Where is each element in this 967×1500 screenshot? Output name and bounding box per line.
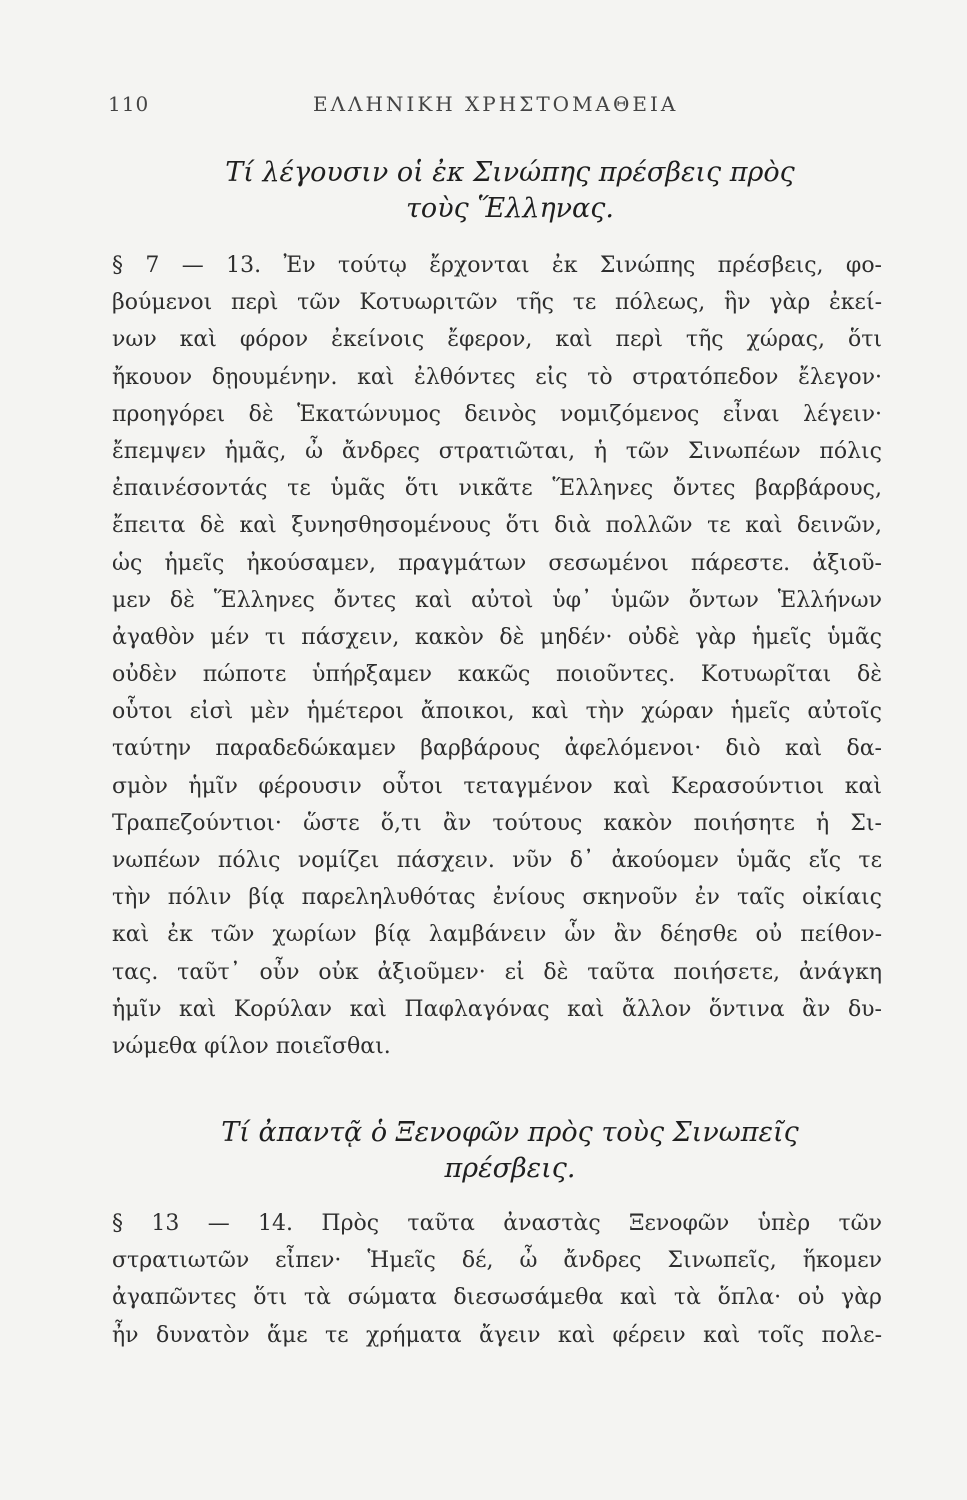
heading-line: πρέσβεις. bbox=[444, 1153, 576, 1184]
text-line: § 7 — 13. Ἐν τούτῳ ἔρχονται ἐκ Σινώπης πρέσβεις, φο- bbox=[112, 253, 882, 278]
page-header bbox=[108, 92, 888, 128]
running-title: ΕΛΛΗΝΙΚΗ ΧΡΗΣΤΟΜΑΘΕΙΑ bbox=[313, 92, 679, 116]
text-line: ἀγαπῶντες ὅτι τὰ σώματα διεσωσάμεθα καὶ τὰ ὅπλα· οὐ γὰρ bbox=[112, 1285, 882, 1311]
section-heading-1 bbox=[120, 155, 900, 227]
text-line: οὗτοι εἰσὶ μὲν ἡμέτεροι ἄποικοι, καὶ τὴν χώραν ἡμεῖς αὐτοῖς bbox=[112, 699, 882, 725]
text-line: ἐπαινέσοντάς τε ὑμᾶς ὅτι νικᾶτε Ἕλληνες ὄντες βαρβάρους, bbox=[112, 476, 882, 502]
text-line: σμὸν ἡμῖν φέρουσιν οὗτοι τεταγμένον καὶ Κερασούντιοι καὶ bbox=[112, 773, 882, 799]
text-line: ἀγαθὸν μέν τι πάσχειν, κακὸν δὲ μηδέν· οὐδὲ γὰρ ἡμεῖς ὑμᾶς bbox=[112, 624, 882, 650]
text-line: τὴν πόλιν βίᾳ παρεληλυθότας ἐνίους σκηνοῦν ἐν ταῖς οἰκίαις bbox=[112, 885, 882, 911]
heading-line: Τί ἀπαντᾷ ὁ Ξενοφῶν πρὸς τοὺς Σινωπεῖς bbox=[221, 1117, 799, 1148]
page-number: 110 bbox=[108, 92, 150, 116]
heading-line: τοὺς Ἕλληνας. bbox=[406, 193, 614, 224]
text-line: μεν δὲ Ἕλληνες ὄντες καὶ αὐτοὶ ὑφ᾽ ὑμῶν ὄντων Ἑλλήνων bbox=[112, 587, 882, 613]
text-line: ὡς ἡμεῖς ἠκούσαμεν, πραγμάτων σεσωμένοι πάρεστε. ἀξιοῦ- bbox=[112, 550, 882, 576]
text-line: νων καὶ φόρον ἐκείνοις ἔφερον, καὶ περὶ τῆς χώρας, ὅτι bbox=[112, 327, 882, 353]
text-line: ἦν δυνατὸν ἅμε τε χρήματα ἄγειν καὶ φέρειν καὶ τοῖς πολε- bbox=[112, 1322, 882, 1348]
text-line: νώμεθα φίλον ποιεῖσθαι. bbox=[112, 1033, 391, 1059]
text-line: στρατιωτῶν εἶπεν· Ἡμεῖς δέ, ὦ ἄνδρες Σινωπεῖς, ἥκομεν bbox=[112, 1248, 882, 1274]
section-heading-2 bbox=[120, 1115, 900, 1187]
text-line: τας. ταῦτ᾽ οὖν οὐκ ἀξιοῦμεν· εἰ δὲ ταῦτα ποιήσετε, ἀνάγκη bbox=[112, 959, 882, 985]
text-line: Τραπεζούντιοι· ὥστε ὅ,τι ἂν τούτους κακὸν ποιήσητε ἡ Σι- bbox=[112, 810, 882, 836]
text-line: § 13 — 14. Πρὸς ταῦτα ἀναστὰς Ξενοφῶν ὑπὲρ τῶν bbox=[112, 1211, 882, 1236]
text-line: ἔπεμψεν ἡμᾶς, ὦ ἄνδρες στρατιῶται, ἡ τῶν Σινωπέων πόλις bbox=[112, 438, 882, 464]
text-line: ταύτην παραδεδώκαμεν βαρβάρους ἀφελόμενοι· διὸ καὶ δα- bbox=[112, 736, 882, 762]
heading-line: Τί λέγουσιν οἱ ἐκ Σινώπης πρέσβεις πρὸς bbox=[225, 157, 795, 188]
text-line: ἔπειτα δὲ καὶ ξυνησθησομένους ὅτι διὰ πολλῶν τε καὶ δεινῶν, bbox=[112, 513, 882, 539]
text-line: ἤκουον δῃουμένην. καὶ ἐλθόντες εἰς τὸ στρατόπεδον ἔλεγον· bbox=[112, 364, 882, 390]
section-body-2 bbox=[112, 1205, 882, 1354]
text-line: νωπέων πόλις νομίζει πάσχειν. νῦν δ᾽ ἀκούομεν ὑμᾶς εἴς τε bbox=[112, 848, 882, 873]
text-line: ἡμῖν καὶ Κορύλαν καὶ Παφλαγόνας καὶ ἄλλον ὅντινα ἂν δυ- bbox=[112, 996, 882, 1022]
text-line: βούμενοι περὶ τῶν Κοτυωριτῶν τῆς τε πόλεως, ἣν γὰρ ἐκεί- bbox=[112, 290, 882, 316]
text-line: καὶ ἐκ τῶν χωρίων βίᾳ λαμβάνειν ὧν ἂν δέησθε οὐ πείθον- bbox=[112, 922, 882, 948]
text-line: προηγόρει δὲ Ἑκατώνυμος δεινὸς νομιζόμενος εἶναι λέγειν· bbox=[112, 401, 882, 427]
text-line: οὐδὲν πώποτε ὑπήρξαμεν κακῶς ποιοῦντες. Κοτυωρῖται δὲ bbox=[112, 662, 882, 688]
section-body-1 bbox=[112, 247, 882, 1065]
